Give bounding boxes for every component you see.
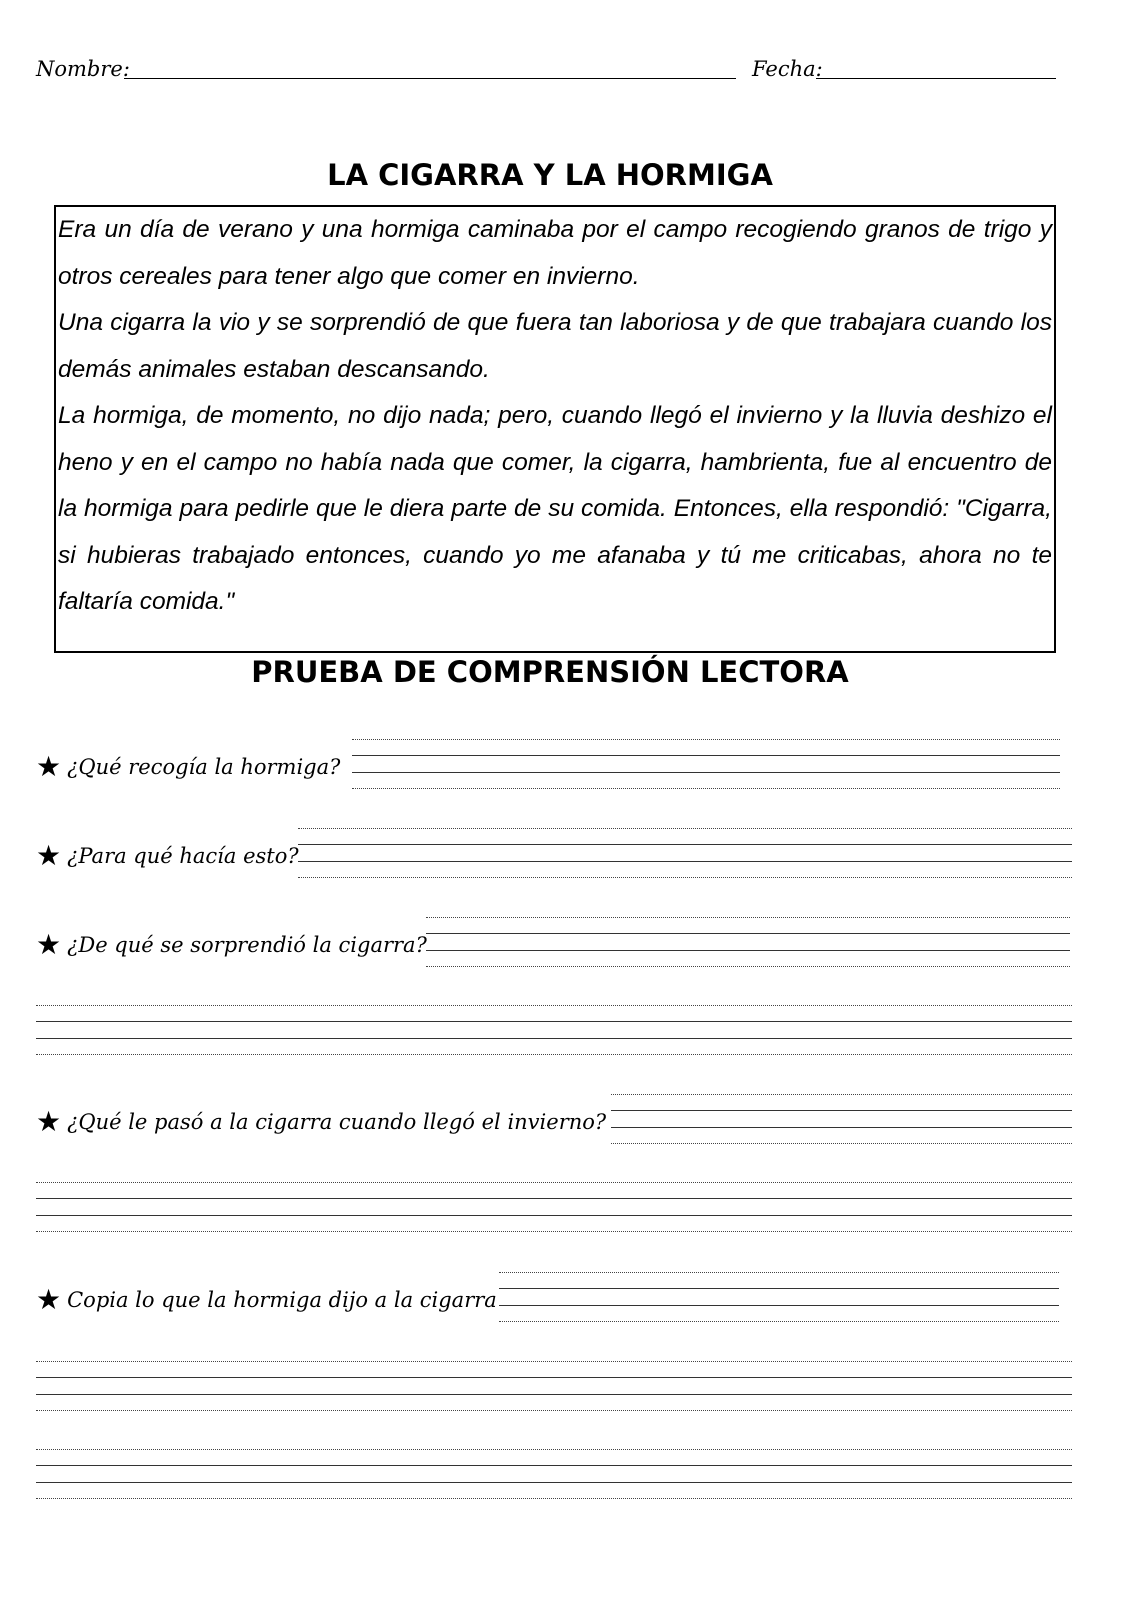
question-2	[36, 841, 299, 871]
question-4	[36, 1107, 606, 1137]
question-text: ¿Qué recogía la hormiga?	[67, 755, 341, 779]
story-paragraph-3: La hormiga, de momento, no dijo nada; pero, cuando llegó el invierno y la lluvia deshizo el heno y en el campo no había nada que comer, la cigarra, hambrienta, fue al encuentro de la hormiga para pedirle que le diera parte de su comida. Entonces, ella respondió: "Cigarra, si hubieras trabajado entonces, cuando yo me afanaba y tú me criticabas, ahora no te faltaría comida."	[58, 402, 1052, 615]
question-5	[36, 1285, 497, 1315]
question-text: Copia lo que la hormiga dijo a la cigarra	[67, 1288, 497, 1312]
date-label: Fecha:	[752, 57, 823, 81]
test-title: PRUEBA DE COMPRENSIÓN LECTORA	[251, 655, 849, 689]
story-box	[54, 205, 1056, 653]
question-1	[36, 752, 340, 782]
question-text: ¿Para qué hacía esto?	[67, 844, 299, 868]
question-text: ¿De qué se sorprendió la cigarra?	[67, 933, 427, 957]
question-text: ¿Qué le pasó a la cigarra cuando llegó el invierno?	[67, 1110, 607, 1134]
date-line[interactable]	[816, 78, 1056, 79]
star-icon: ★	[36, 1283, 62, 1316]
story-paragraph-1: Era un día de verano y una hormiga caminaba por el campo recogiendo granos de trigo y otros cereales para tener algo que comer en invierno.	[58, 216, 1052, 290]
star-icon: ★	[36, 839, 62, 872]
story-paragraph-2: Una cigarra la vio y se sorprendió de que fuera tan laboriosa y de que trabajara cuando los demás animales estaban descansando.	[58, 309, 1052, 383]
name-label: Nombre:	[36, 57, 130, 81]
name-line[interactable]	[124, 78, 736, 79]
story-title: LA CIGARRA Y LA HORMIGA	[327, 158, 773, 192]
star-icon: ★	[36, 1105, 62, 1138]
question-3	[36, 930, 427, 960]
star-icon: ★	[36, 928, 62, 961]
star-icon: ★	[36, 750, 62, 783]
